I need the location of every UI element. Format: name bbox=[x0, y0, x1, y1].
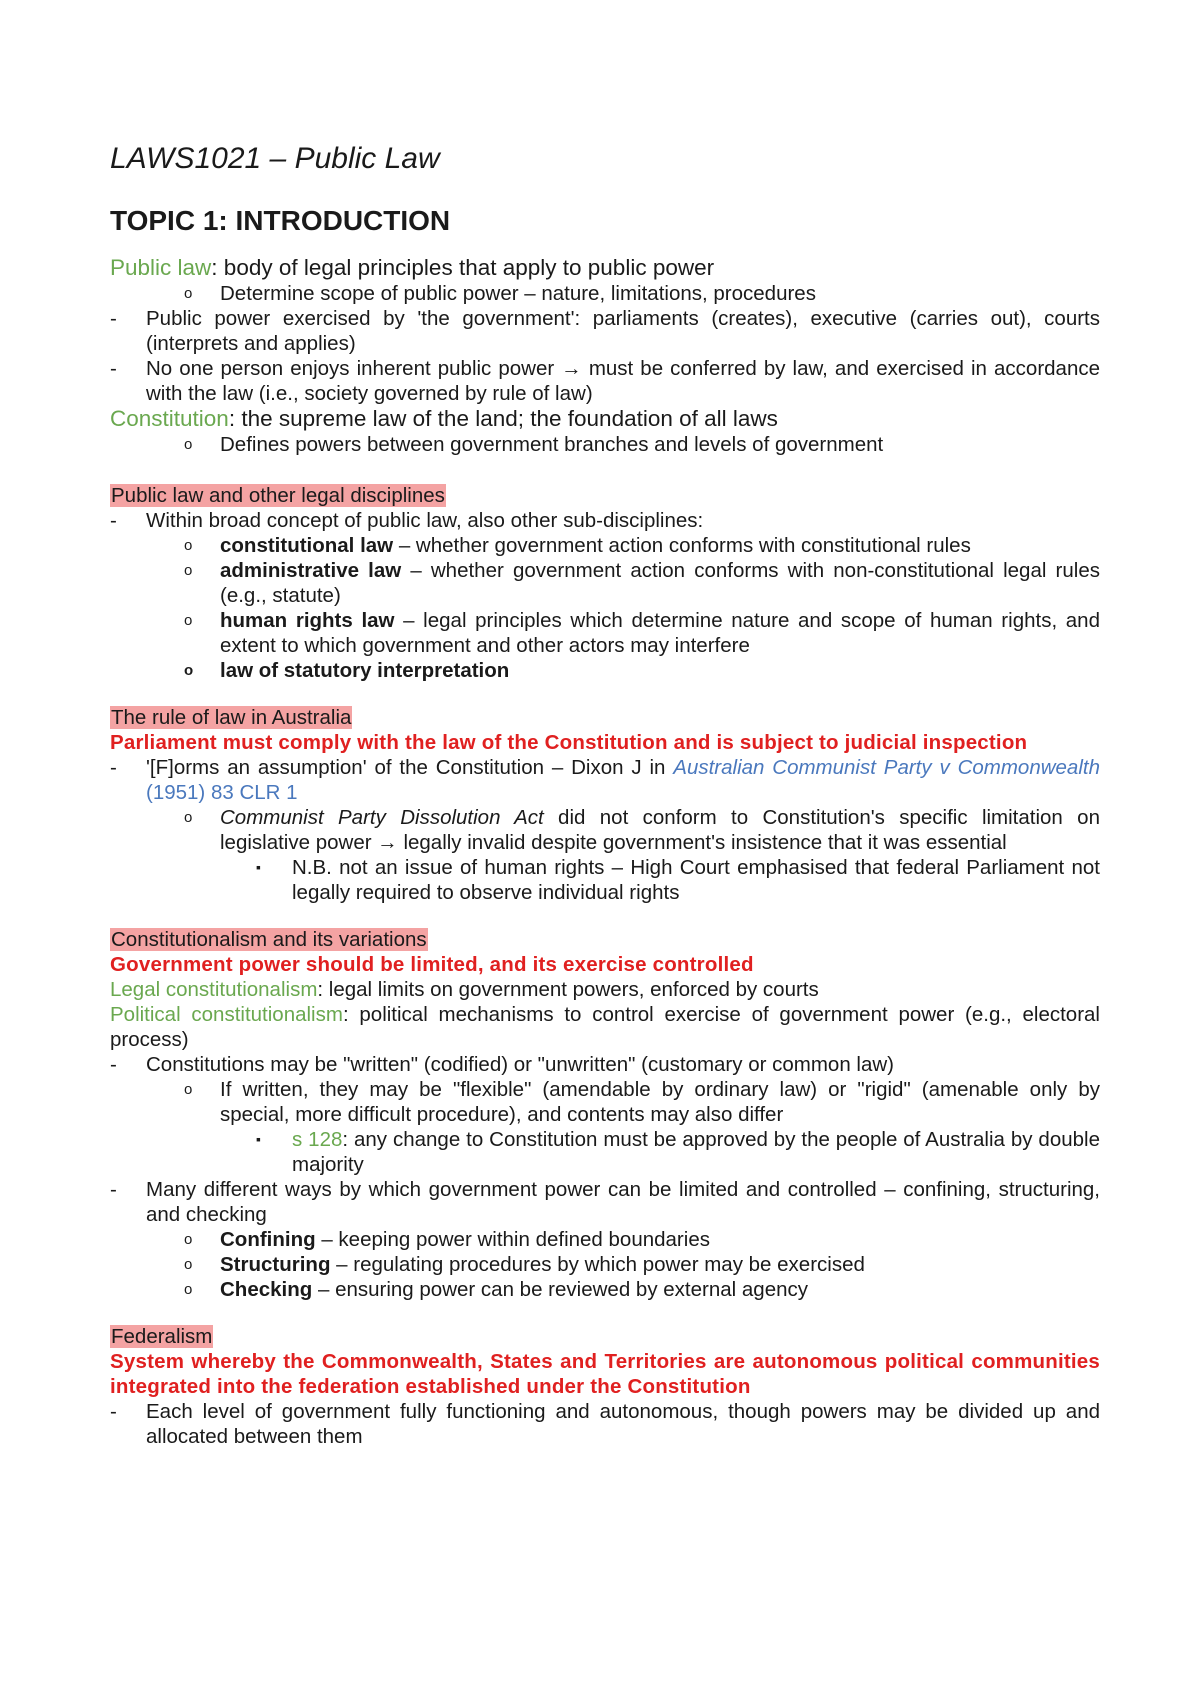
list-item: o Checking – ensuring power can be reviewed by external agency bbox=[184, 1278, 808, 1302]
section-subheading: Government power should be limited, and its exercise controlled bbox=[110, 953, 754, 977]
topic-title: TOPIC 1: INTRODUCTION bbox=[110, 204, 451, 236]
circle-bullet-icon: o bbox=[184, 562, 193, 580]
section-heading-federalism: Federalism bbox=[111, 1325, 213, 1349]
dash-bullet-icon: - bbox=[110, 357, 117, 381]
political-constitutionalism-definition: Political constitutionalism: political mechanisms to control exercise of government power (e.g., electoral process) bbox=[110, 1003, 1100, 1052]
list-item: - Many different ways by which government power can be limited and controlled – confining, structuring, and checking bbox=[110, 1178, 1100, 1227]
dash-bullet-icon: - bbox=[110, 756, 117, 780]
list-item: o Defines powers between government branches and levels of government bbox=[184, 433, 884, 457]
list-item: o Confining – keeping power within defined boundaries bbox=[184, 1228, 710, 1252]
document-content bbox=[110, 140, 1100, 1449]
document-title: LAWS1021 – Public Law bbox=[110, 142, 440, 175]
list-item: - '[F]orms an assumption' of the Constitution – Dixon J in Australian Communist Party v Commonwealth (1951) 83 CLR 1 bbox=[110, 756, 1100, 805]
circle-bullet-icon: o bbox=[184, 1231, 193, 1249]
list-item: o constitutional law – whether government action conforms with constitutional rules bbox=[184, 534, 971, 558]
dash-bullet-icon: - bbox=[110, 1400, 117, 1424]
list-item: - No one person enjoys inherent public power → must be conferred by law, and exercised in accordance with the law (i.e., society governed by rule of law) bbox=[110, 357, 1100, 406]
list-item: o human rights law – legal principles which determine nature and scope of human rights, and extent to which government and other actors may interfere bbox=[184, 609, 1100, 658]
list-item: - Constitutions may be "written" (codified) or "unwritten" (customary or common law) bbox=[110, 1053, 894, 1077]
circle-bullet-icon: o bbox=[184, 1081, 193, 1099]
legal-constitutionalism-definition: Legal constitutionalism: legal limits on government powers, enforced by courts bbox=[110, 978, 819, 1002]
dash-bullet-icon: - bbox=[110, 509, 117, 533]
list-item: o If written, they may be "flexible" (amendable by ordinary law) or "rigid" (amenable only by special, more difficult procedure), and contents may also differ bbox=[184, 1078, 1100, 1127]
square-bullet-icon: ▪ bbox=[256, 1131, 261, 1148]
case-name: Australian Communist Party v Commonwealth bbox=[673, 756, 1100, 780]
circle-bullet-icon: o bbox=[184, 537, 193, 555]
case-citation: (1951) 83 CLR 1 bbox=[146, 781, 298, 805]
section-subheading: System whereby the Commonwealth, States and Territories are autonomous political communities integrated into the federation established under the Constitution bbox=[110, 1350, 1100, 1399]
section-heading-disciplines: Public law and other legal disciplines bbox=[111, 484, 445, 508]
list-item: ▪ N.B. not an issue of human rights – High Court emphasised that federal Parliament not legally required to observe individual rights bbox=[256, 856, 1100, 905]
section-heading-constitutionalism: Constitutionalism and its variations bbox=[111, 928, 427, 952]
circle-bullet-icon: o bbox=[184, 1256, 193, 1274]
list-item: o Communist Party Dissolution Act did not conform to Constitution's specific limitation on legislative power → legally invalid despite government's insistence that it was essential bbox=[184, 806, 1100, 855]
circle-bullet-icon: o bbox=[184, 1281, 193, 1299]
constitution-definition: Constitution: the supreme law of the land; the foundation of all laws bbox=[110, 406, 778, 432]
circle-bullet-icon: o bbox=[184, 662, 194, 680]
list-item: - Each level of government fully functioning and autonomous, though powers may be divided up and allocated between them bbox=[110, 1400, 1100, 1449]
dash-bullet-icon: - bbox=[110, 1053, 117, 1077]
circle-bullet-icon: o bbox=[184, 436, 193, 454]
section-subheading: Parliament must comply with the law of the Constitution and is subject to judicial inspection bbox=[110, 731, 1028, 755]
dash-bullet-icon: - bbox=[110, 307, 117, 331]
list-item: - Within broad concept of public law, also other sub-disciplines: bbox=[110, 509, 704, 533]
constitution-term: Constitution bbox=[110, 406, 229, 432]
section-heading-rule-of-law: The rule of law in Australia bbox=[111, 706, 352, 730]
list-item: ▪ s 128: any change to Constitution must be approved by the people of Australia by double majority bbox=[256, 1128, 1100, 1177]
circle-bullet-icon: o bbox=[184, 809, 193, 827]
circle-bullet-icon: o bbox=[184, 612, 193, 630]
list-item: o Structuring – regulating procedures by which power may be exercised bbox=[184, 1253, 865, 1277]
circle-bullet-icon: o bbox=[184, 285, 193, 303]
arrow-right-icon: → bbox=[377, 831, 398, 855]
list-item: - Public power exercised by 'the government': parliaments (creates), executive (carries out), courts (interprets and applies) bbox=[110, 307, 1100, 356]
list-item: o Determine scope of public power – nature, limitations, procedures bbox=[184, 282, 816, 306]
dash-bullet-icon: - bbox=[110, 1178, 117, 1202]
public-law-definition: Public law: body of legal principles that apply to public power bbox=[110, 255, 715, 281]
list-item: o law of statutory interpretation bbox=[184, 659, 510, 683]
square-bullet-icon: ▪ bbox=[256, 859, 261, 876]
list-item: o administrative law – whether government action conforms with non-constitutional legal rules (e.g., statute) bbox=[184, 559, 1100, 608]
arrow-right-icon: → bbox=[561, 357, 582, 381]
public-law-term: Public law bbox=[110, 255, 212, 281]
